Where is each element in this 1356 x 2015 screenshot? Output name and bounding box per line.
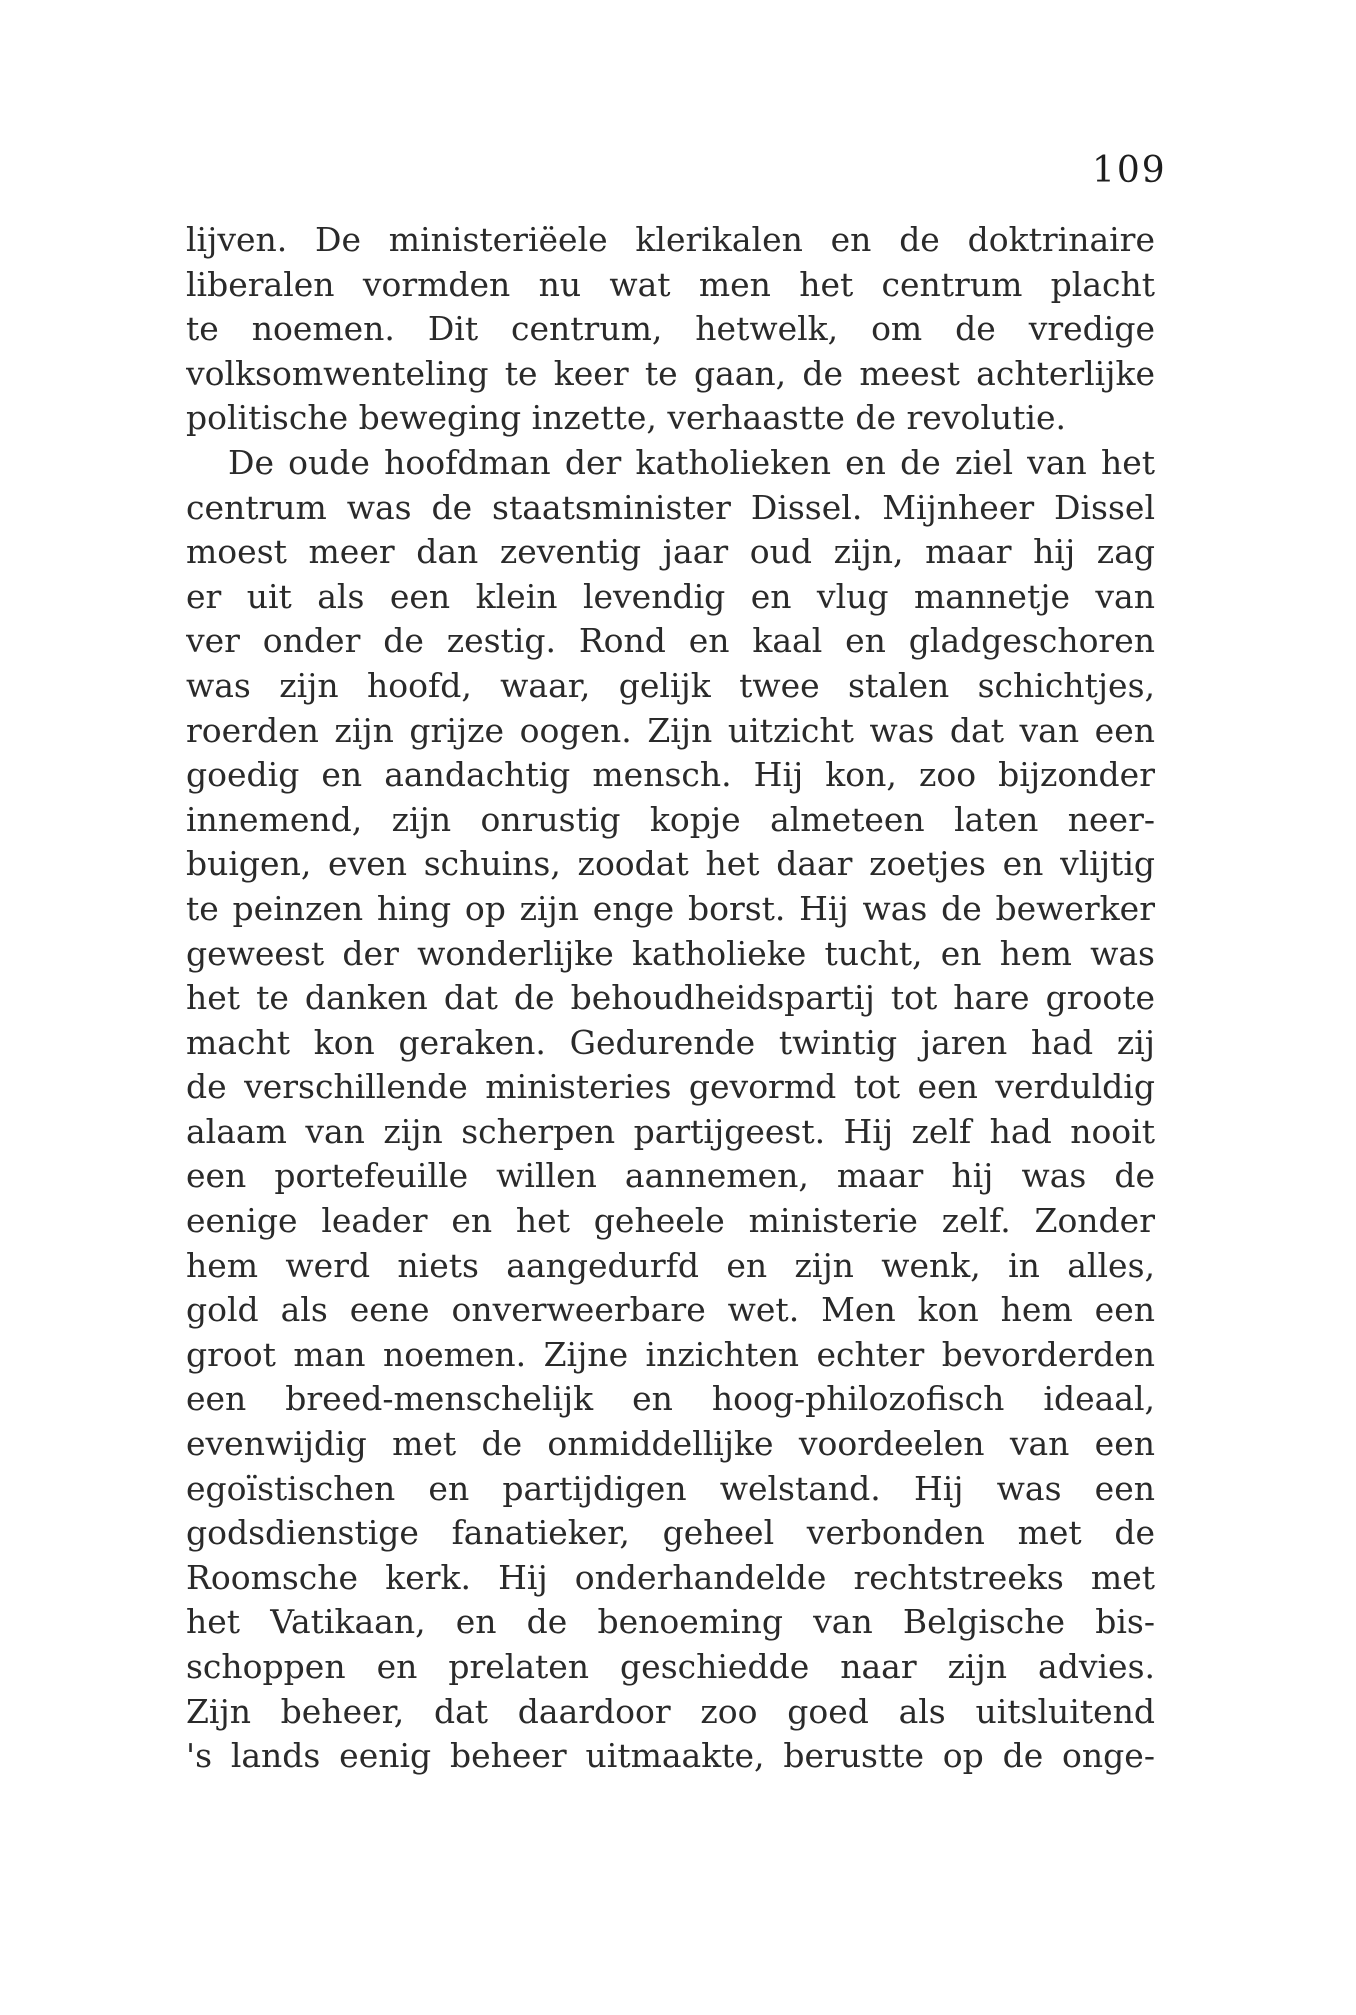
text-line: moest meer dan zeventig jaar oud zijn, maar hij zag	[186, 532, 1155, 572]
text-line: politische beweging inzette, verhaastte de revolutie.	[186, 398, 1066, 438]
text-line: egoïstischen en partijdigen welstand. Hij was een	[186, 1468, 1155, 1508]
text-line: macht kon geraken. Gedurende twintig jaren had zij	[186, 1022, 1155, 1062]
text-line: De oude hoofdman der katholieken en de ziel van het	[228, 442, 1155, 482]
text-line: goedig en aandachtig mensch. Hij kon, zoo bijzonder	[186, 755, 1155, 795]
text-line: hem werd niets aangedurfd en zijn wenk, in alles,	[186, 1245, 1155, 1285]
page-number: 109	[1092, 150, 1167, 191]
text-line: 's lands eenig beheer uitmaakte, berustte op de onge-	[186, 1736, 1155, 1776]
text-line: innemend, zijn onrustig kopje almeteen laten neer-	[186, 799, 1155, 839]
text-line: evenwijdig met de onmiddellijke voordeelen van een	[186, 1424, 1155, 1464]
body-text	[186, 218, 1155, 1779]
text-line: geweest der wonderlijke katholieke tucht, en hem was	[186, 933, 1155, 973]
text-line: liberalen vormden nu wat men het centrum placht	[186, 264, 1155, 304]
text-line: Roomsche kerk. Hij onderhandelde rechtstreeks met	[186, 1557, 1155, 1597]
text-line: het Vatikaan, en de benoeming van Belgische bis-	[186, 1602, 1155, 1642]
text-line: godsdienstige fanatieker, geheel verbonden met de	[186, 1513, 1155, 1553]
text-line: volksomwenteling te keer te gaan, de meest achterlijke	[186, 353, 1155, 393]
text-line: centrum was de staatsminister Dissel. Mijnheer Dissel	[186, 487, 1155, 527]
text-line: de verschillende ministeries gevormd tot een verduldig	[186, 1067, 1155, 1107]
text-line: was zijn hoofd, waar, gelijk twee stalen schichtjes,	[186, 665, 1155, 705]
text-line: een portefeuille willen aannemen, maar hij was de	[186, 1156, 1155, 1196]
text-line: een breed-menschelijk en hoog-philozofisch ideaal,	[186, 1379, 1155, 1419]
text-line: te noemen. Dit centrum, hetwelk, om de vredige	[186, 309, 1155, 349]
text-line: roerden zijn grijze oogen. Zijn uitzicht was dat van een	[186, 710, 1155, 750]
text-line: alaam van zijn scherpen partijgeest. Hij zelf had nooit	[186, 1111, 1155, 1151]
text-line: gold als eene onverweerbare wet. Men kon hem een	[186, 1290, 1155, 1330]
text-line: lijven. De ministeriëele klerikalen en de doktrinaire	[186, 220, 1155, 259]
text-line: buigen, even schuins, zoodat het daar zoetjes en vlijtig	[186, 844, 1155, 884]
text-line: eenige leader en het geheele ministerie zelf. Zonder	[186, 1201, 1155, 1241]
text-line: te peinzen hing op zijn enge borst. Hij was de bewerker	[186, 888, 1155, 928]
text-line: groot man noemen. Zijne inzichten echter bevorderden	[186, 1334, 1155, 1374]
text-line: er uit als een klein levendig en vlug mannetje van	[186, 576, 1155, 616]
text-line: schoppen en prelaten geschiedde naar zijn advies.	[186, 1647, 1155, 1686]
text-line: ver onder de zestig. Rond en kaal en gladgeschoren	[186, 621, 1155, 661]
text-line: Zijn beheer, dat daardoor zoo goed als uitsluitend	[186, 1691, 1155, 1731]
text-line: het te danken dat de behoudheidspartij tot hare groote	[186, 978, 1155, 1018]
